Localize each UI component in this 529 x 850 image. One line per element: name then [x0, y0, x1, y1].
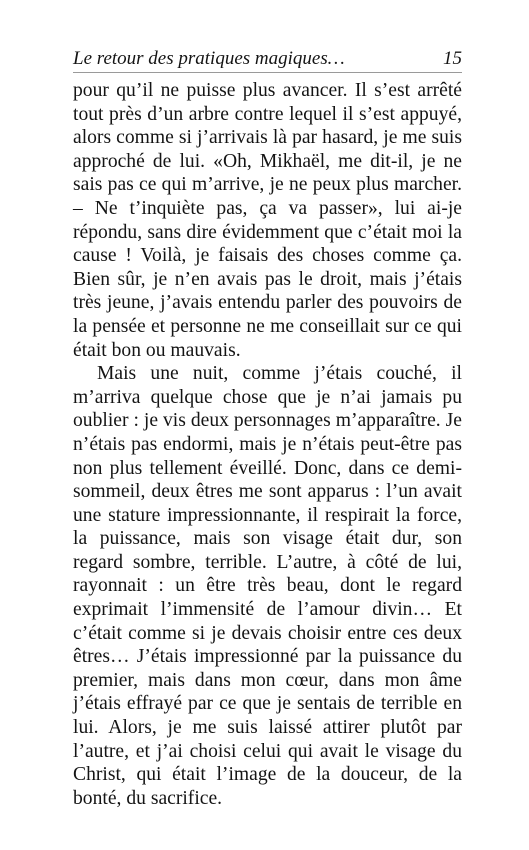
- running-title: Le retour des pratiques magiques…: [73, 48, 345, 69]
- page-number: 15: [443, 48, 462, 69]
- paragraph-1: pour qu’il ne puisse plus avancer. Il s’est arrêté tout près d’un arbre contre lequel il s’est appuyé, alors comme si j’arrivais là par hasard, je me suis approché de lui. «Oh, Mikhaël, me dit-il, je ne sais pas ce qui m’arrive, je ne peux plus marcher. – Ne t’inquiète pas, ça va passer», lui ai-je répondu, sans dire évidemment que c’était moi la cause ! Voilà, je faisais des choses comme ça. Bien sûr, je n’en avais pas le droit, mais j’étais très jeune, j’avais entendu parler des pouvoirs de la pensée et personne ne me conseillait sur ce qui était bon ou mauvais.: [73, 80, 462, 361]
- running-header: [73, 48, 462, 73]
- paragraph-2: Mais une nuit, comme j’étais couché, il m’arriva quelque chose que je n’ai jamais pu oublier : je vis deux personnages m’apparaître. Je n’étais pas endormi, mais je n’étais peut-être pas non plus tellement éveillé. Donc, dans ce demi-sommeil, deux êtres me sont apparus : l’un avait une stature impressionnante, il respirait la force, la puissance, mais son visage était dur, son regard sombre, terrible. L’autre, à côté de lui, rayonnait : un être très beau, dont le regard exprimait l’immensité de l’amour divin… Et c’était comme si je devais choisir entre ces deux êtres… J’étais impressionné par la puissance du premier, mais dans mon cœur, dans mon âme j’étais effrayé par ce que je sentais de terrible en lui. Alors, je me suis laissé attirer plutôt par l’autre, et j’ai choisi celui qui avait le visage du Christ, qui était l’image de la douceur, de la bonté, du sacrifice.: [73, 363, 462, 809]
- body-text: [73, 79, 462, 810]
